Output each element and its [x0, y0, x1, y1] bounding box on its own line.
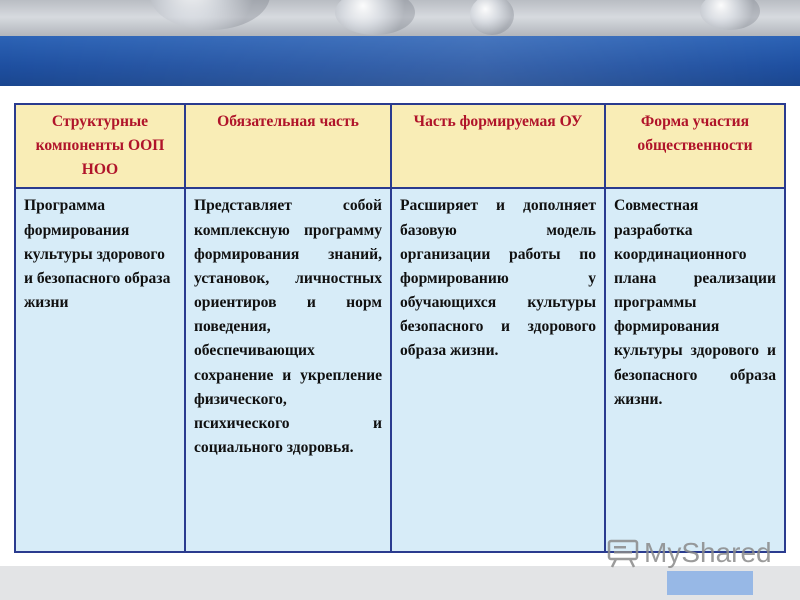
water-drop-decoration — [470, 0, 514, 35]
water-drop-decoration — [150, 0, 270, 30]
water-drop-decoration — [335, 0, 415, 35]
cell-public-participation-description: Совместная разработка координационного плана реализации программы формирования культуры здорового и безопасного образа жизни. — [605, 188, 785, 552]
watermark — [606, 537, 772, 569]
components-table — [14, 103, 786, 553]
header-school-formed-part: Часть формируемая ОУ — [391, 104, 605, 188]
footer-accent-box — [667, 571, 753, 595]
header-mandatory-part: Обязательная часть — [185, 104, 391, 188]
presentation-screen-icon — [606, 538, 640, 568]
cell-mandatory-description: Представляет собой комплексную программу формирования знаний, установок, личностных ориентиров и норм поведения, обеспечивающих сохранение и укрепление физического, психического и социального здоровья. — [185, 188, 391, 552]
table-row — [15, 188, 785, 552]
top-banner — [0, 0, 800, 38]
watermark-text: MyShared — [644, 537, 772, 568]
cell-program-name: Программа формирования культуры здорового и безопасного образа жизни — [15, 188, 185, 552]
table-header-row — [15, 104, 785, 188]
header-public-participation: Форма участия общественности — [605, 104, 785, 188]
cell-school-part-description: Расширяет и дополняет базовую модель организации работы по формированию у обучающихся культуры безопасного и здорового образа жизни. — [391, 188, 605, 552]
header-band-shine — [0, 36, 800, 86]
water-drop-decoration — [700, 0, 760, 30]
header-structural-components: Структурные компоненты ООП НОО — [15, 104, 185, 188]
